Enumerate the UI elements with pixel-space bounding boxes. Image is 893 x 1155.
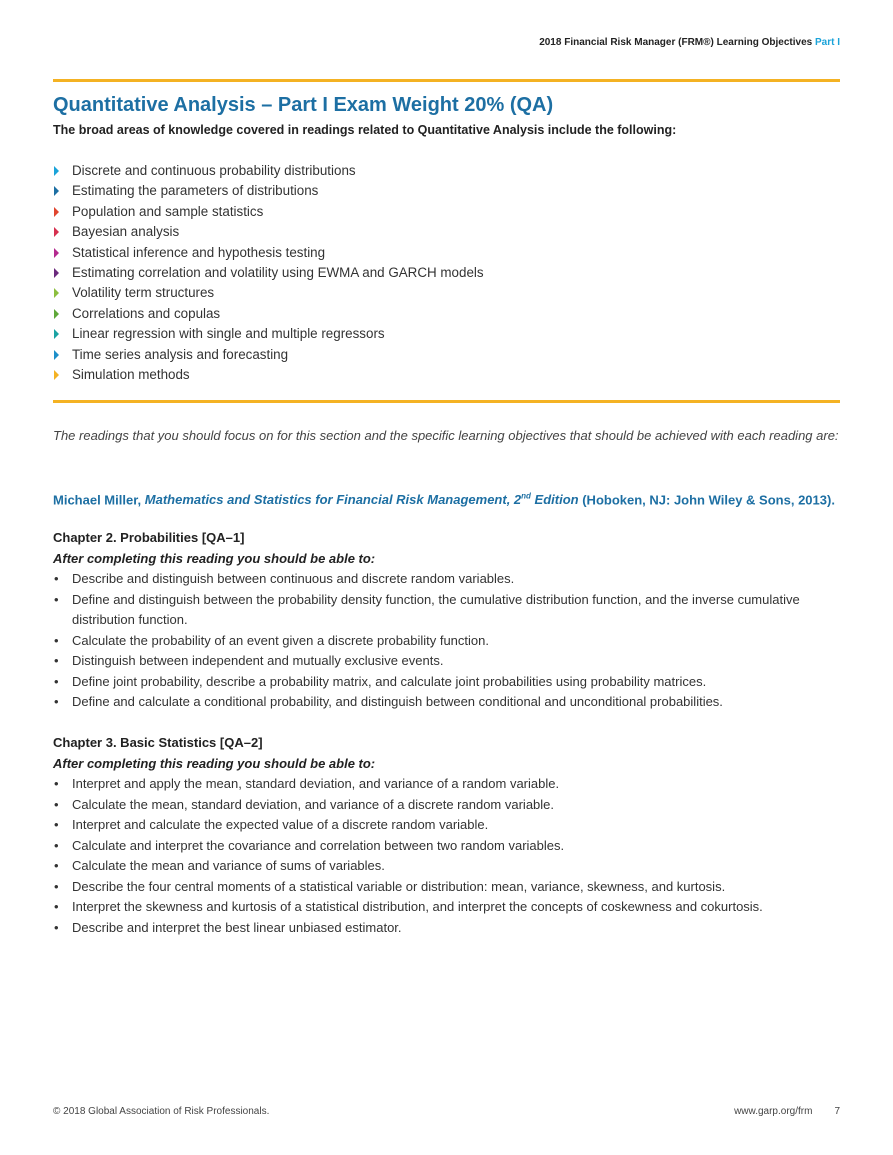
topic-label: Estimating the parameters of distributions — [72, 183, 319, 199]
readings-intro: The readings that you should focus on for this section and the specific learning objectives that should be achieved with each reading are: — [53, 428, 839, 443]
chapter-title: Chapter 2. Probabilities [QA–1] — [53, 530, 245, 545]
objective-item — [53, 856, 843, 877]
topic-item — [53, 345, 484, 365]
triangle-bullet-icon — [54, 370, 59, 380]
book-title-main: Mathematics and Statistics for Financial Risk Management, 2 — [144, 492, 522, 508]
triangle-bullet-icon — [54, 248, 59, 258]
bullet-icon: • — [54, 837, 59, 853]
bullet-icon: • — [54, 632, 59, 648]
topic-label: Estimating correlation and volatility using EWMA and GARCH models — [72, 264, 484, 280]
objective-item — [53, 815, 843, 836]
triangle-bullet-icon — [54, 186, 59, 196]
topic-item — [53, 161, 484, 181]
bullet-icon: • — [54, 899, 59, 914]
objective-text: Calculate the mean and variance of sums of variables. — [72, 858, 385, 873]
objective-text: Describe and distinguish between continuous and discrete random variables. — [72, 571, 515, 586]
topic-label: Population and sample statistics — [72, 203, 264, 219]
objective-text: Describe the four central moments of a statistical variable or distribution: mean, variance, skewness, and kurtosis. — [72, 878, 726, 894]
page-number: 7 — [834, 1106, 840, 1117]
topic-item — [53, 222, 484, 242]
topic-label: Discrete and continuous probability distributions — [72, 163, 356, 178]
topic-item — [53, 283, 484, 303]
topic-item — [53, 304, 484, 324]
objective-text: Define and distinguish between the probability density function, the cumulative distribution function, and the inverse cumulative distribution function. — [72, 591, 800, 627]
topic-list — [53, 161, 484, 385]
topic-label: Volatility term structures — [72, 285, 215, 301]
topic-label: Bayesian analysis — [72, 224, 180, 240]
topic-item — [53, 324, 484, 344]
footer-right — [734, 1106, 840, 1117]
objective-item — [53, 918, 843, 939]
book-publisher: (Hoboken, NJ: John Wiley & Sons, 2013). — [578, 492, 835, 508]
triangle-bullet-icon — [54, 329, 59, 339]
topic-item — [53, 202, 484, 222]
objective-text: Calculate and interpret the covariance and correlation between two random variables. — [72, 837, 565, 853]
book-author: Michael Miller, — [53, 492, 145, 508]
bullet-icon: • — [54, 673, 59, 689]
objective-item — [53, 590, 843, 631]
section-intro: The broad areas of knowledge covered in readings related to Quantitative Analysis include the following: — [53, 123, 677, 137]
topic-label: Linear regression with single and multiple regressors — [72, 326, 385, 342]
bullet-icon: • — [54, 571, 59, 586]
book-title-end: Edition — [530, 492, 579, 508]
objective-item — [53, 795, 843, 816]
objective-text: Calculate the mean, standard deviation, and variance of a discrete random variable. — [72, 796, 555, 812]
objective-item — [53, 569, 843, 590]
objective-item — [53, 774, 843, 795]
triangle-bullet-icon — [54, 288, 59, 298]
book-title — [145, 492, 579, 507]
objective-text: Distinguish between independent and mutually exclusive events. — [72, 653, 444, 668]
bullet-icon: • — [54, 694, 59, 709]
topic-item — [53, 263, 484, 283]
objective-text: Interpret and apply the mean, standard deviation, and variance of a random variable. — [72, 776, 560, 791]
bullet-icon: • — [54, 817, 59, 832]
bottom-divider — [53, 400, 840, 403]
objective-item — [53, 651, 843, 672]
footer-copyright: © 2018 Global Association of Risk Professionals. — [53, 1106, 270, 1117]
objective-text: Define and calculate a conditional probability, and distinguish between conditional and unconditional probabilities. — [72, 694, 723, 709]
chapter-2 — [53, 528, 843, 713]
objective-text: Calculate the probability of an event given a discrete probability function. — [72, 632, 489, 648]
objective-text: Describe and interpret the best linear unbiased estimator. — [72, 919, 402, 935]
book-title-sup: nd — [521, 492, 531, 501]
objective-item — [53, 692, 843, 713]
topic-item — [53, 365, 484, 385]
objective-text: Define joint probability, describe a probability matrix, and calculate joint probabilities using probability matrices. — [72, 673, 707, 689]
triangle-bullet-icon — [54, 268, 59, 278]
triangle-bullet-icon — [54, 227, 59, 237]
chapter-title: Chapter 3. Basic Statistics [QA–2] — [53, 735, 263, 750]
bullet-icon: • — [54, 776, 59, 791]
bullet-icon: • — [54, 591, 59, 607]
objective-item — [53, 836, 843, 857]
triangle-bullet-icon — [54, 309, 59, 319]
chapter-lead: After completing this reading you should be able to: — [53, 755, 376, 771]
objective-list — [53, 774, 843, 938]
book-citation — [53, 487, 843, 511]
top-divider — [53, 79, 840, 82]
bullet-icon: • — [54, 858, 59, 873]
header-doc-title: 2018 Financial Risk Manager (FRM®) Learning Objectives — [539, 37, 813, 48]
bullet-icon: • — [54, 919, 59, 935]
bullet-icon: • — [54, 796, 59, 812]
chapter-3 — [53, 733, 843, 938]
objective-item — [53, 877, 843, 898]
topic-label: Correlations and copulas — [72, 305, 221, 321]
footer-url[interactable]: www.garp.org/frm — [734, 1106, 813, 1117]
bullet-icon: • — [54, 653, 59, 668]
chapter-lead: After completing this reading you should be able to: — [53, 550, 376, 566]
triangle-bullet-icon — [54, 166, 59, 176]
triangle-bullet-icon — [54, 207, 59, 217]
topic-label: Time series analysis and forecasting — [72, 346, 289, 362]
topic-item — [53, 181, 484, 201]
topic-item — [53, 243, 484, 263]
objective-item — [53, 631, 843, 652]
objective-text: Interpret and calculate the expected value of a discrete random variable. — [72, 817, 489, 832]
bullet-icon: • — [54, 878, 59, 894]
objective-text: Interpret the skewness and kurtosis of a statistical distribution, and interpret the concepts of coskewness and cokurtosis. — [72, 899, 763, 914]
objective-item — [53, 672, 843, 693]
objective-item — [53, 897, 843, 918]
objective-list — [53, 569, 843, 713]
topic-label: Simulation methods — [72, 366, 190, 382]
triangle-bullet-icon — [54, 350, 59, 360]
header-part: Part I — [814, 37, 840, 48]
running-header — [539, 37, 840, 48]
section-title: Quantitative Analysis – Part I Exam Weight 20% (QA) — [53, 94, 554, 116]
topic-label: Statistical inference and hypothesis testing — [72, 244, 326, 260]
